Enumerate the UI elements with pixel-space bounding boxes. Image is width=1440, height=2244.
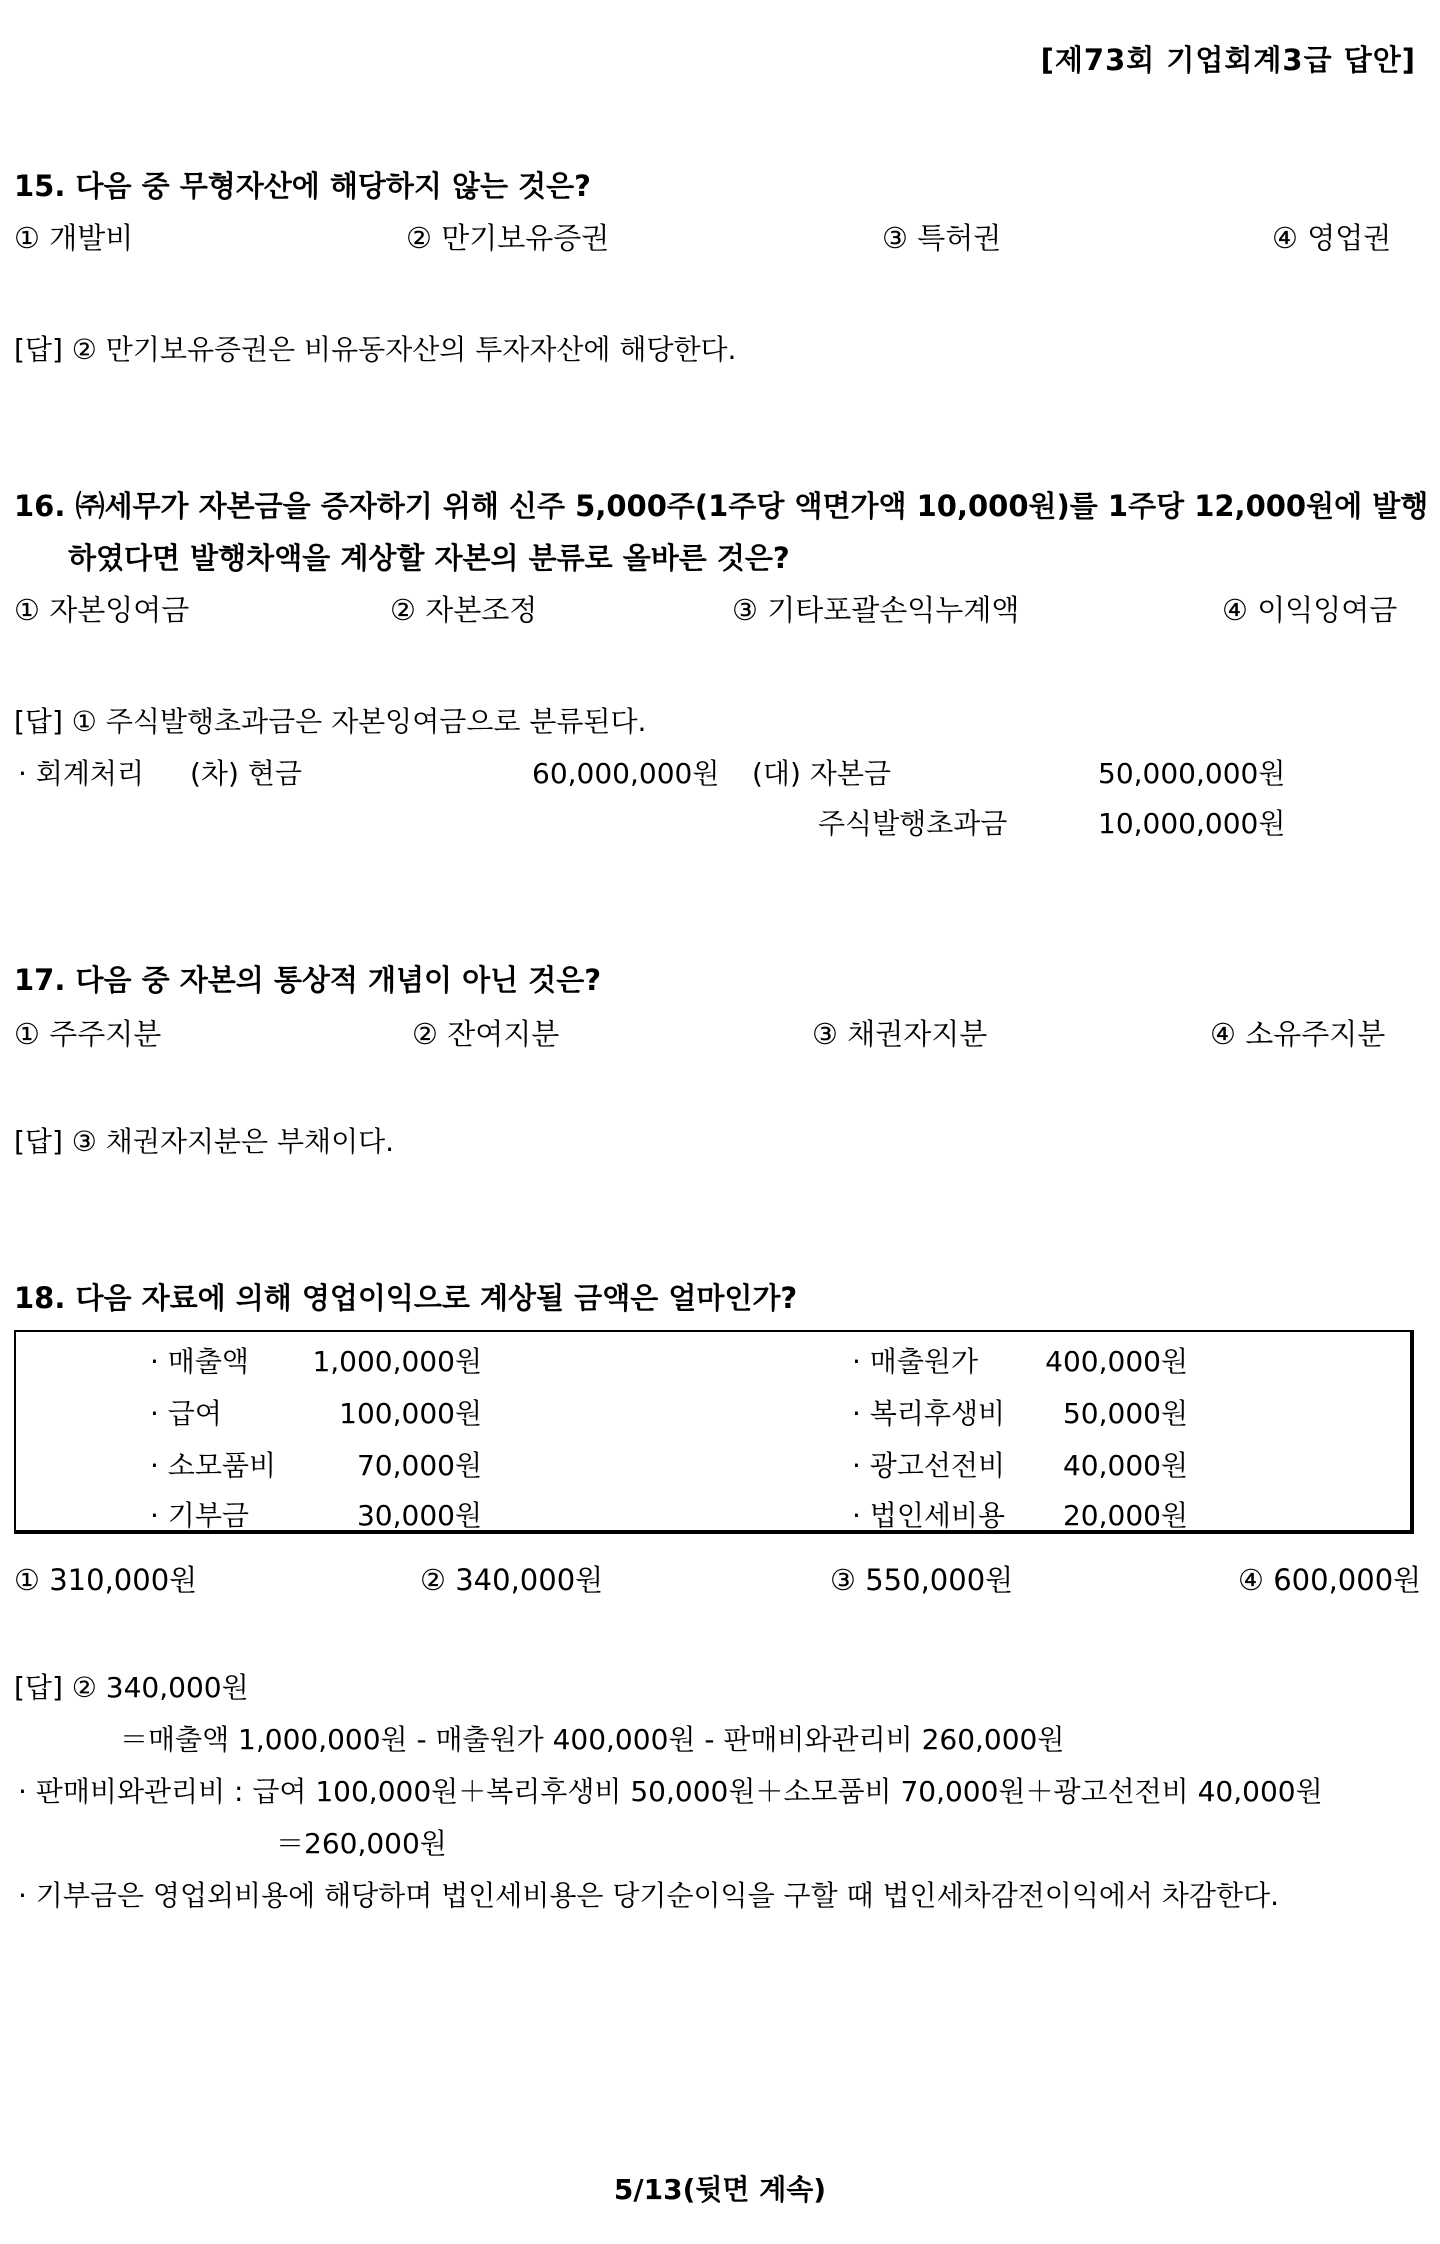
q16-option-3: ③ 기타포괄손익누계액 <box>732 593 1020 627</box>
q17-option-3: ③ 채권자지분 <box>812 1017 988 1051</box>
q17-option-2: ② 잔여지분 <box>412 1017 560 1051</box>
data-right-label: · 복리후생비 <box>852 1397 1006 1430</box>
q16-title-line2: 하였다면 발행차액을 계상할 자본의 분류로 올바른 것은? <box>68 541 790 575</box>
q18-option-2: ② 340,000원 <box>420 1563 604 1597</box>
q15-answer: [답] ② 만기보유증권은 비유동자산의 투자자산에 해당한다. <box>14 333 737 366</box>
journal-debit-amount: 60,000,000원 <box>532 757 720 790</box>
data-left-value: 30,000원 <box>356 1499 482 1532</box>
q16-option-2: ② 자본조정 <box>390 593 538 627</box>
q15-option-4: ④ 영업권 <box>1272 221 1392 255</box>
q17-title: 17. 다음 중 자본의 통상적 개념이 아닌 것은? <box>14 963 602 997</box>
q16-option-1: ① 자본잉여금 <box>14 593 190 627</box>
data-right-label: · 광고선전비 <box>852 1449 1006 1482</box>
data-left-value: 1,000,000원 <box>312 1345 482 1378</box>
q16-option-4: ④ 이익잉여금 <box>1222 593 1398 627</box>
q18-explain-sga-total: ＝260,000원 <box>276 1827 447 1860</box>
exam-title: [제73회 기업회계3급 답안] <box>1040 43 1416 77</box>
data-left-value: 70,000원 <box>356 1449 482 1482</box>
journal-credit2-amount: 10,000,000원 <box>1098 807 1286 840</box>
data-right-label: · 매출원가 <box>852 1345 978 1378</box>
data-left-label: · 급여 <box>150 1397 222 1430</box>
journal-debit-account: (차) 현금 <box>190 757 302 790</box>
q18-explain-note: · 기부금은 영업외비용에 해당하며 법인세비용은 당기순이익을 구할 때 법인세차감전이익에서 차감한다. <box>18 1879 1279 1912</box>
data-left-label: · 매출액 <box>150 1345 249 1378</box>
data-right-value: 20,000원 <box>1062 1499 1188 1532</box>
q15-option-1: ① 개발비 <box>14 221 134 255</box>
q15-option-3: ③ 특허권 <box>882 221 1002 255</box>
q15-option-2: ② 만기보유증권 <box>406 221 610 255</box>
data-right-label: · 법인세비용 <box>852 1499 1006 1532</box>
q18-title: 18. 다음 자료에 의해 영업이익으로 계상될 금액은 얼마인가? <box>14 1281 798 1315</box>
q17-answer: [답] ③ 채권자지분은 부채이다. <box>14 1125 395 1158</box>
journal-label: · 회계처리 <box>18 757 144 790</box>
q18-option-3: ③ 550,000원 <box>830 1563 1014 1597</box>
q17-option-4: ④ 소유주지분 <box>1210 1017 1386 1051</box>
q18-answer: [답] ② 340,000원 <box>14 1671 249 1704</box>
q18-explain-sga: · 판매비와관리비 : 급여 100,000원＋복리후생비 50,000원＋소모품비 70,000원＋광고선전비 40,000원 <box>18 1775 1323 1808</box>
data-right-value: 400,000원 <box>1045 1345 1188 1378</box>
q16-title-line1: 16. ㈜세무가 자본금을 증자하기 위해 신주 5,000주(1주당 액면가액 10,000원)를 1주당 12,000원에 발행 <box>14 489 1429 523</box>
page-number: 5/13(뒷면 계속) <box>613 2173 827 2206</box>
data-left-label: · 기부금 <box>150 1499 249 1532</box>
data-right-value: 40,000원 <box>1062 1449 1188 1482</box>
q15-title: 15. 다음 중 무형자산에 해당하지 않는 것은? <box>14 169 591 203</box>
q18-explain-formula: ＝매출액 1,000,000원 - 매출원가 400,000원 - 판매비와관리비 260,000원 <box>120 1723 1065 1756</box>
q18-option-4: ④ 600,000원 <box>1238 1563 1422 1597</box>
data-left-label: · 소모품비 <box>150 1449 276 1482</box>
q16-answer: [답] ① 주식발행초과금은 자본잉여금으로 분류된다. <box>14 705 647 738</box>
journal-credit-account: (대) 자본금 <box>752 757 891 790</box>
data-right-value: 50,000원 <box>1062 1397 1188 1430</box>
data-left-value: 100,000원 <box>339 1397 482 1430</box>
q18-data-box <box>14 1330 1414 1534</box>
journal-credit-amount: 50,000,000원 <box>1098 757 1286 790</box>
journal-credit2-account: 주식발행초과금 <box>818 807 1008 840</box>
q17-option-1: ① 주주지분 <box>14 1017 162 1051</box>
q18-option-1: ① 310,000원 <box>14 1563 198 1597</box>
